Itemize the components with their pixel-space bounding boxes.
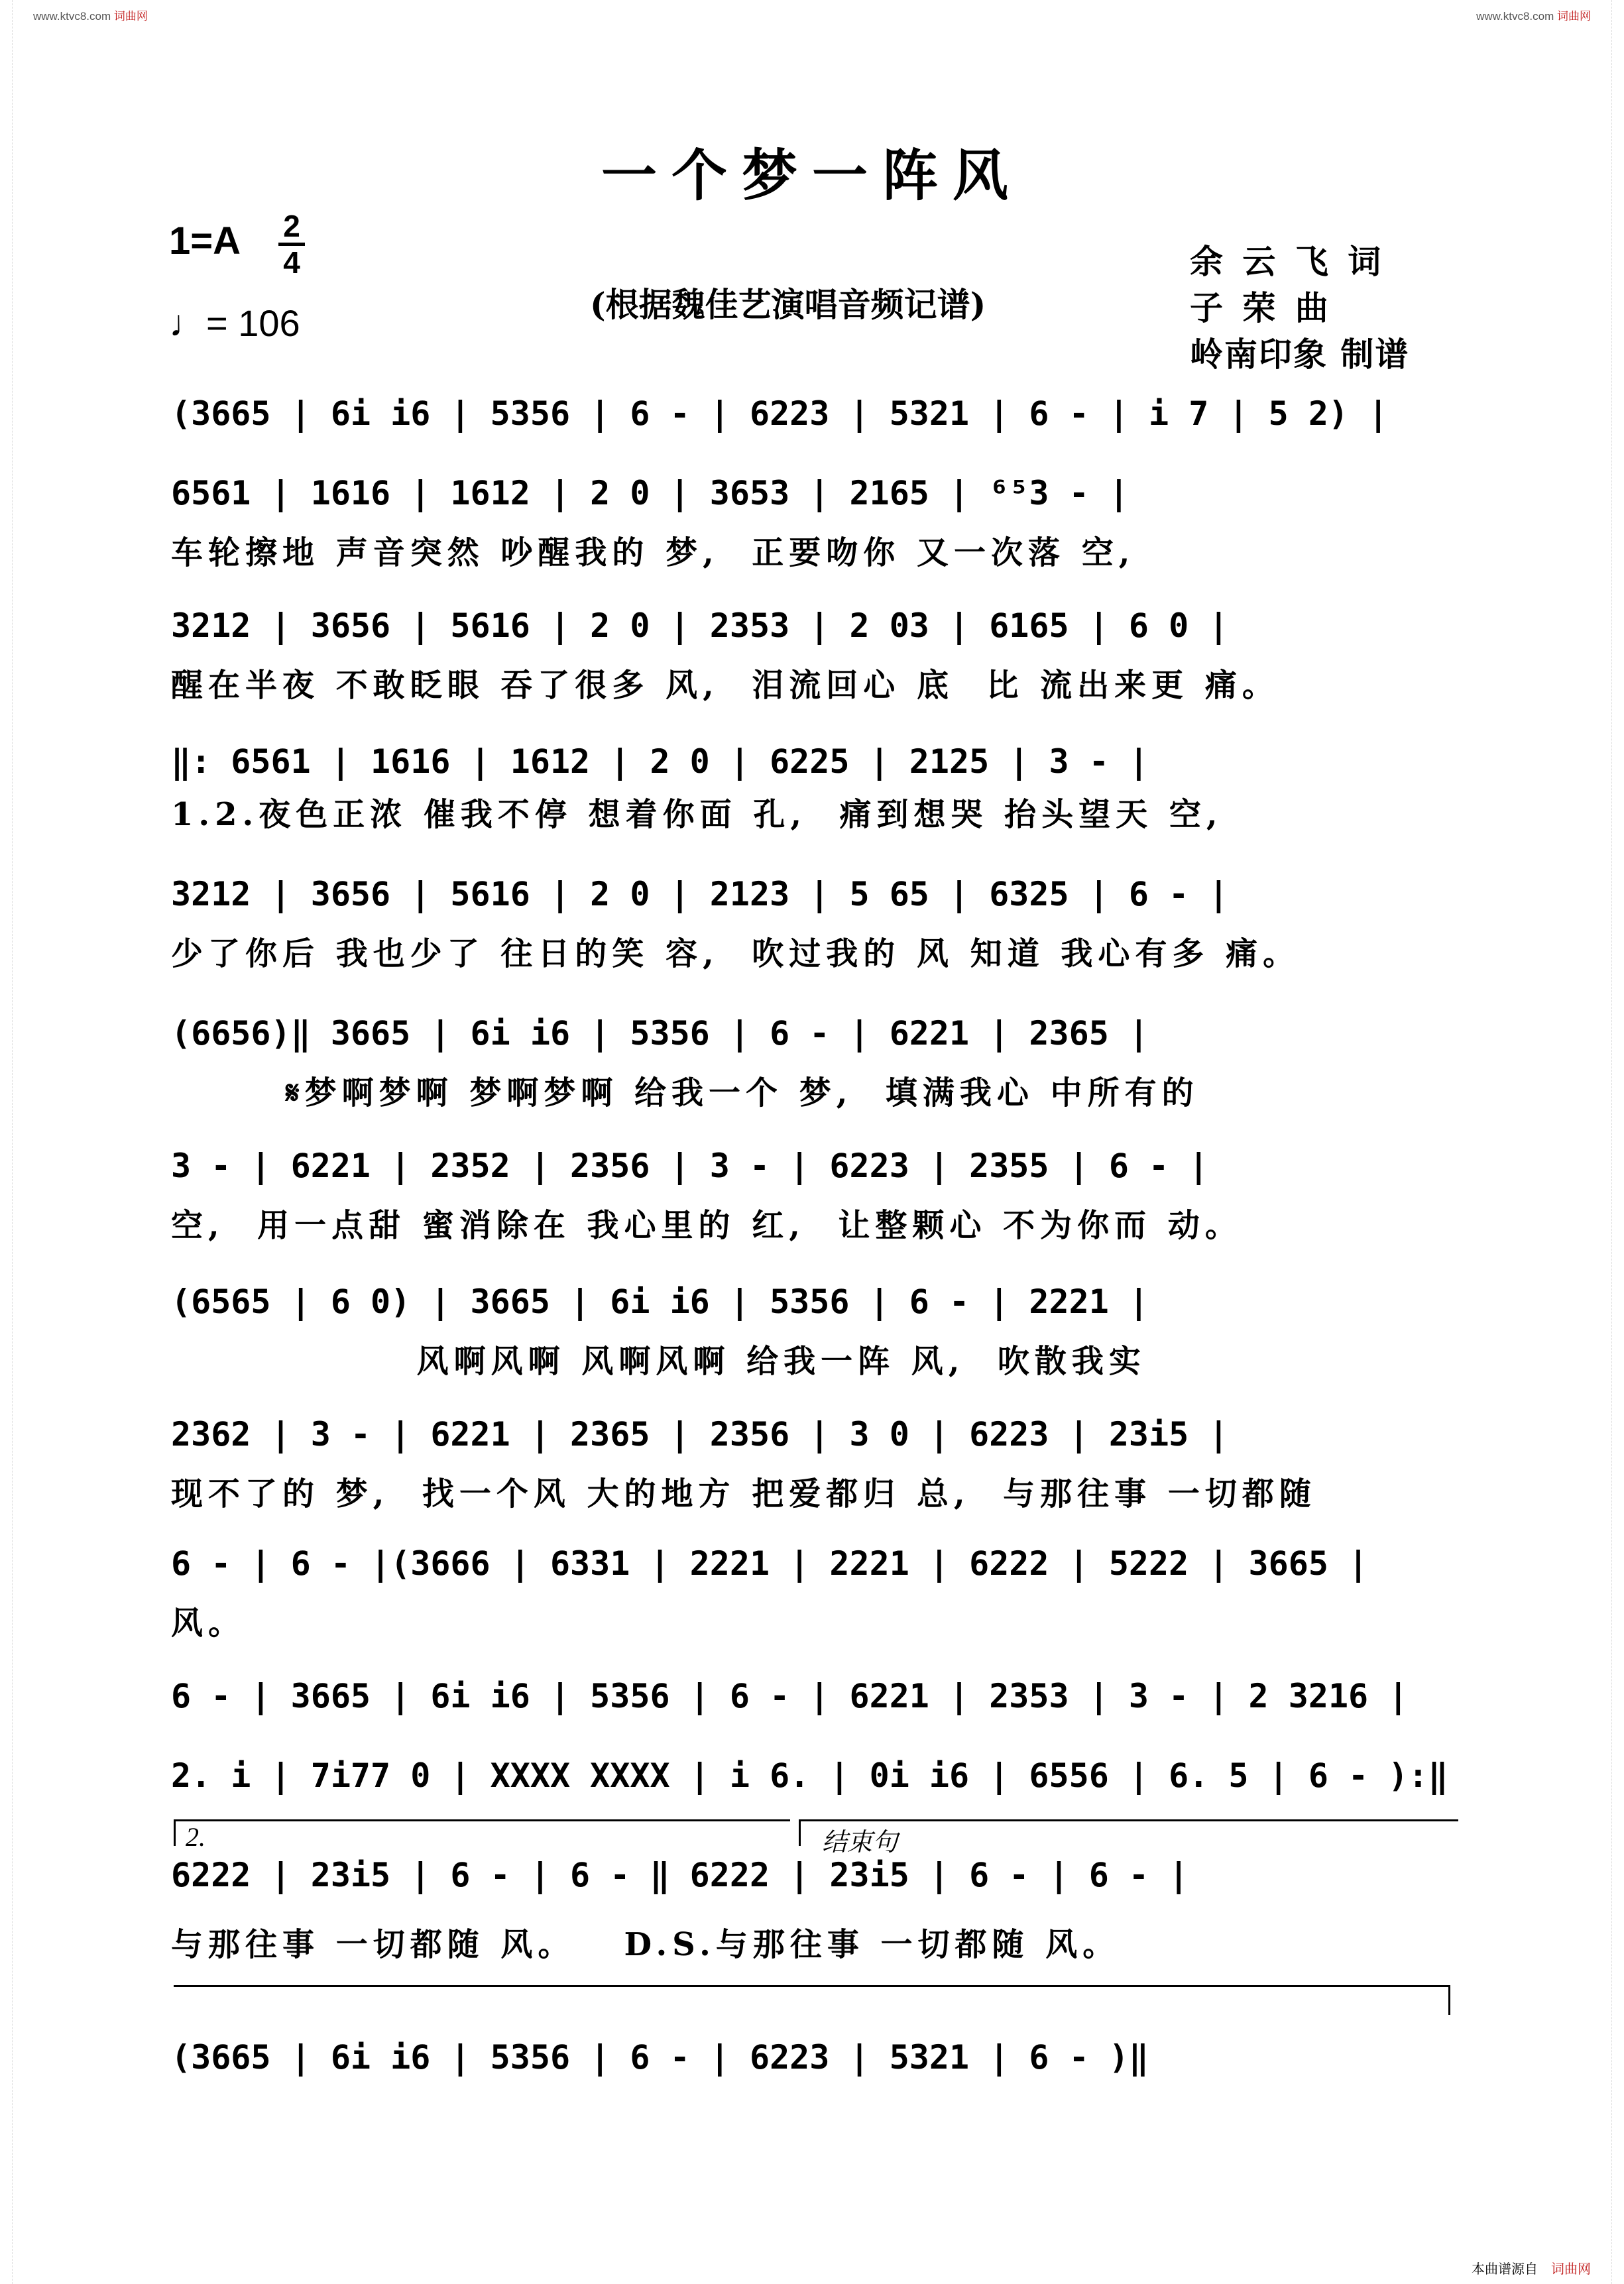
lyric-row: 车轮擦地 声音突然 吵醒我的 梦, 正要吻你 又一次落 空, xyxy=(171,534,1135,571)
notation-row: 3212 | 3656 | 5616 | 2 0 | 2353 | 2 03 | 6165 | 6 0 | xyxy=(171,606,1229,645)
notation-row: 2. i | 7i77 0 | XXXX XXXX | i 6. | 0i i6 | 6556 | 6. 5 | 6 - ):‖ xyxy=(171,1756,1448,1795)
notation-row: 3 - | 6221 | 2352 | 2356 | 3 - | 6223 | 2355 | 6 - | xyxy=(171,1147,1209,1185)
lyric-row: 风啊风啊 风啊风啊 给我一阵 风, 吹散我实 xyxy=(171,1343,1146,1380)
footer-source: 本曲谱源自 xyxy=(1472,2261,1538,2277)
notation-row: (6565 | 6 0) | 3665 | 6i i6 | 5356 | 6 - | 2221 | xyxy=(171,1283,1149,1321)
lyric-row: 空, 用一点甜 蜜消除在 我心里的 红, 让整颗心 不为你而 动。 xyxy=(171,1207,1242,1244)
volta-line-2 xyxy=(174,1819,790,1821)
watermark-left xyxy=(33,7,148,23)
coda-bracket-line xyxy=(174,1985,1450,1987)
notation-row: (3665 | 6i i6 | 5356 | 6 - | 6223 | 5321 | 6 - )‖ xyxy=(171,2038,1149,2077)
watermark-right xyxy=(1476,7,1591,23)
composer-credit: 子 荣 曲 xyxy=(1190,288,1332,327)
lyricist-credit: 余 云 飞 词 xyxy=(1190,242,1385,281)
notation-row: 6 - | 3665 | 6i i6 | 5356 | 6 - | 6221 | 2353 | 3 - | 2 3216 | xyxy=(171,1677,1409,1715)
lyric-row: 与那往事 一切都随 风。 D.S.与那往事 一切都随 风。 xyxy=(171,1926,1120,1963)
footer-brand: 词曲网 xyxy=(1551,2261,1591,2277)
watermark-right-url: www.ktvc8.com xyxy=(1476,10,1554,23)
left-margin-strip xyxy=(0,0,13,2284)
lyric-row: 风。 xyxy=(171,1605,246,1642)
notation-row: (6656)‖ 3665 | 6i i6 | 5356 | 6 - | 6221 | 2365 | xyxy=(171,1014,1149,1053)
right-margin-strip xyxy=(1611,0,1624,2284)
notation-row: 3212 | 3656 | 5616 | 2 0 | 2123 | 5 65 | 6325 | 6 - | xyxy=(171,875,1229,913)
watermark-left-url: www.ktvc8.com xyxy=(33,10,111,23)
arranger-credit: 岭南印象 制谱 xyxy=(1190,335,1410,374)
notation-row: 6561 | 1616 | 1612 | 2 0 | 3653 | 2165 | ⁶⁵3 - | xyxy=(171,474,1129,512)
time-signature-bottom: 4 xyxy=(283,245,300,280)
tempo-mark: ♩= 106 xyxy=(169,302,300,344)
time-signature-top: 2 xyxy=(283,209,300,243)
notation-row: ‖: 6561 | 1616 | 1612 | 2 0 | 6225 | 2125 | 3 - | xyxy=(171,742,1149,781)
lyric-row: 𝄋梦啊梦啊 梦啊梦啊 给我一个 梦, 填满我心 中所有的 xyxy=(171,1074,1199,1112)
key-signature: 1=A xyxy=(169,219,241,262)
subtitle: (根据魏佳艺演唱音频记谱) xyxy=(590,285,986,324)
volta-second-label: 2. xyxy=(186,1822,205,1852)
lyric-row: 少了你后 我也少了 往日的笑 容, 吹过我的 风 知道 我心有多 痛。 xyxy=(171,935,1301,972)
watermark-left-brand: 词曲网 xyxy=(113,10,148,23)
notation-row: 2362 | 3 - | 6221 | 2365 | 2356 | 3 0 | 6223 | 23i5 | xyxy=(171,1415,1229,1454)
lyric-row: 1.2.夜色正浓 催我不停 想着你面 孔, 痛到想哭 抬头望天 空, xyxy=(171,796,1223,833)
song-title: 一个梦一阵风 xyxy=(601,143,1023,208)
lyric-row: 醒在半夜 不敢眨眼 吞了很多 风, 泪流回心 底 比 流出来更 痛。 xyxy=(171,667,1279,704)
coda-bracket-hook xyxy=(1448,1985,1450,2015)
volta-hook-2 xyxy=(174,1819,176,1846)
notation-row: 6 - | 6 - |(3666 | 6331 | 2221 | 2221 | 6222 | 5222 | 3665 | xyxy=(171,1544,1369,1583)
ending-line xyxy=(799,1819,1458,1821)
ending-label: 结束句 xyxy=(822,1827,898,1856)
notation-row: (3665 | 6i i6 | 5356 | 6 - | 6223 | 5321 | 6 - | i 7 | 5 2) | xyxy=(171,394,1389,433)
time-signature xyxy=(278,211,305,278)
lyric-row: 现不了的 梦, 找一个风 大的地方 把爱都归 总, 与那往事 一切都随 xyxy=(171,1475,1316,1513)
watermark-right-brand: 词曲网 xyxy=(1557,10,1591,23)
notation-row: 6222 | 23i5 | 6 - | 6 - ‖ 6222 | 23i5 | 6 - | 6 - | xyxy=(171,1856,1189,1894)
ending-hook xyxy=(799,1819,801,1846)
